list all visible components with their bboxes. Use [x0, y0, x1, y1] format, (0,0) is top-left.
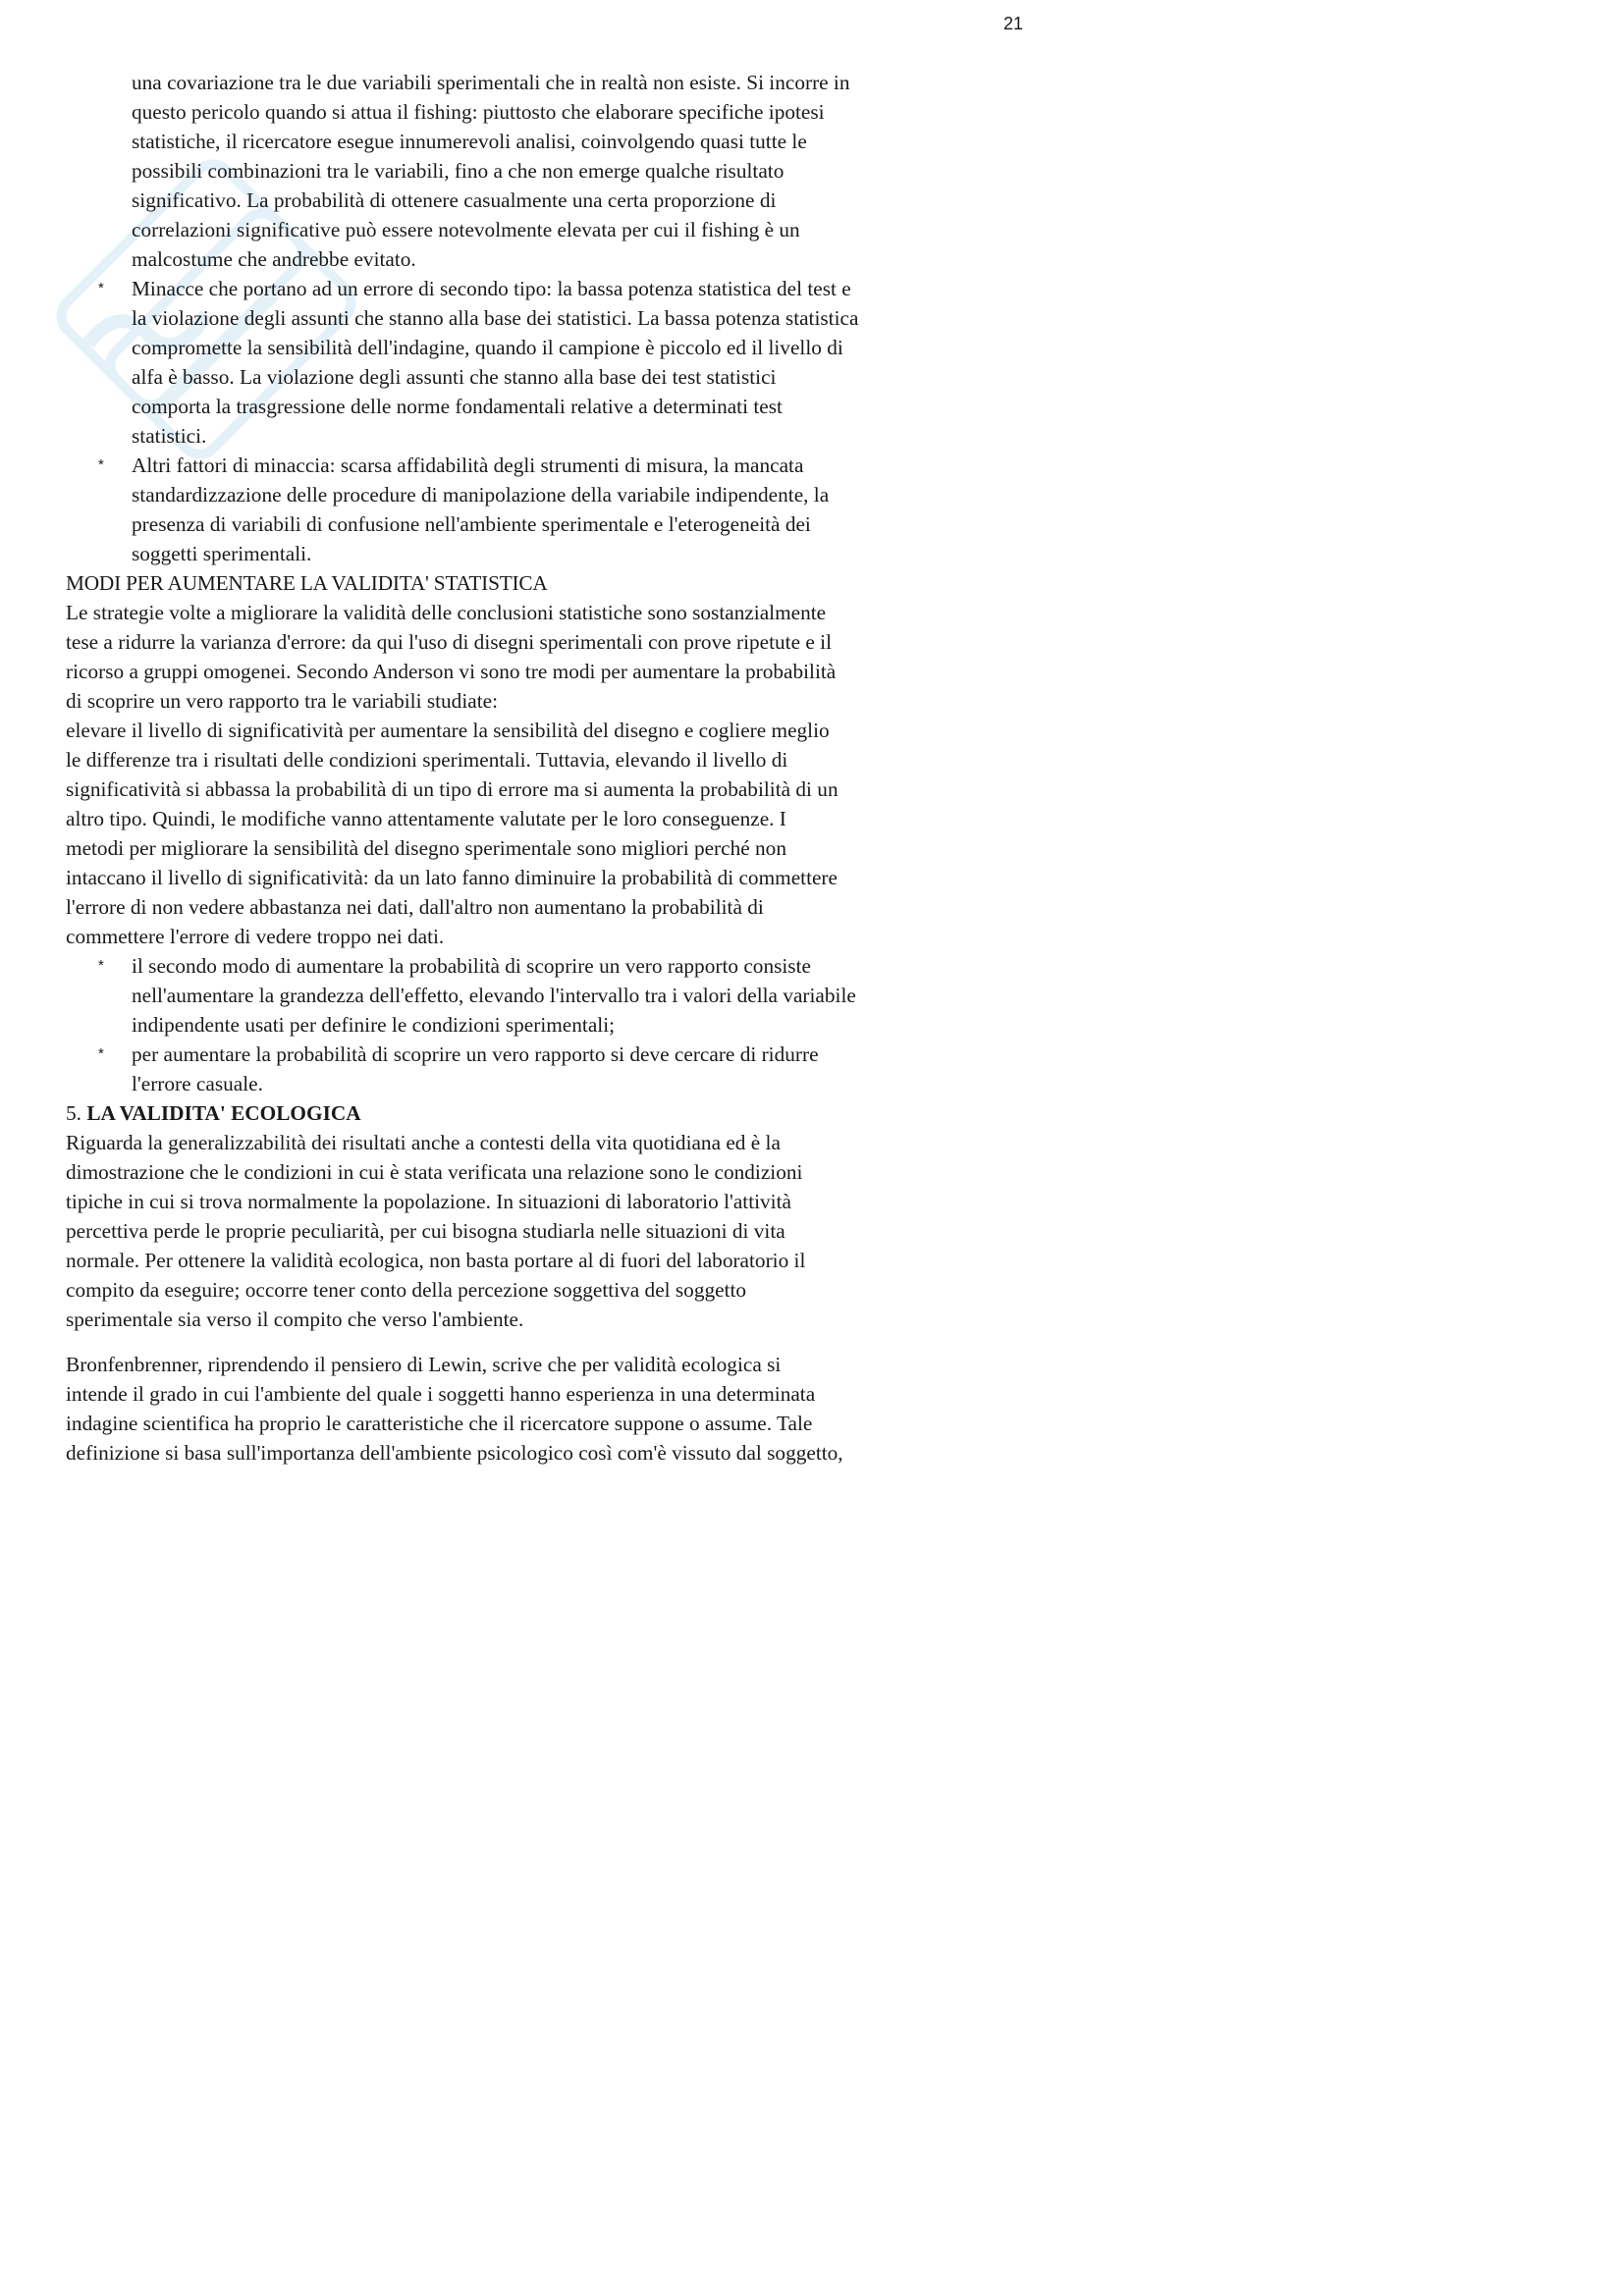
bullet-star-icon: * [98, 1045, 104, 1062]
text-line: l'errore casuale. [132, 1072, 263, 1095]
bullet-star-icon: * [98, 957, 104, 974]
text-line: commettere l'errore di vedere troppo nei dati. [66, 925, 445, 948]
text-line: definizione si basa sull'importanza dell'ambiente psicologico così com'è vissuto dal soggetto, [66, 1441, 843, 1465]
text-line: il secondo modo di aumentare la probabilità di scoprire un vero rapporto consiste [132, 954, 811, 978]
text-line: indipendente usati per definire le condizioni sperimentali; [132, 1013, 616, 1037]
bullet-star-icon: * [98, 456, 104, 473]
text-line: percettiva perde le proprie peculiarità, per cui bisogna studiarla nelle situazioni di vita [66, 1219, 785, 1243]
text-line: presenza di variabili di confusione nell'ambiente sperimentale e l'eterogeneità dei [132, 512, 811, 536]
numbered-heading [66, 1098, 1028, 1128]
page-number: 21 [1002, 14, 1023, 33]
paragraph-strategies [66, 598, 1028, 951]
text-line: correlazioni significative può essere notevolmente elevata per cui il fishing è un [132, 218, 800, 241]
paragraph-bronfenbrenner [66, 1350, 1028, 1468]
text-line: Riguarda la generalizzabilità dei risultati anche a contesti della vita quotidiana ed è la [66, 1131, 781, 1154]
list-item [66, 274, 1028, 451]
text-line: metodi per migliorare la sensibilità del disegno sperimentale sono migliori perché non [66, 836, 786, 860]
text-line: Altri fattori di minaccia: scarsa affidabilità degli strumenti di misura, la mancata [132, 454, 804, 477]
text-line: soggetti sperimentali. [132, 542, 312, 565]
text-line: comporta la trasgressione delle norme fondamentali relative a determinati test [132, 395, 783, 418]
text-line: compromette la sensibilità dell'indagine, quando il campione è piccolo ed il livello di [132, 336, 843, 359]
list-item [66, 451, 1028, 568]
intro-paragraph [66, 68, 1028, 274]
text-line: dimostrazione che le condizioni in cui è stata verificata una relazione sono le condizioni [66, 1160, 803, 1184]
text-line: standardizzazione delle procedure di manipolazione della variabile indipendente, la [132, 483, 830, 507]
text-line: elevare il livello di significatività per aumentare la sensibilità del disegno e cogliere meglio [66, 719, 830, 742]
text-line: sperimentale sia verso il compito che verso l'ambiente. [66, 1308, 524, 1331]
text-line: indagine scientifica ha proprio le caratteristiche che il ricercatore suppone o assume. Tale [66, 1412, 813, 1435]
text-line: nell'aumentare la grandezza dell'effetto, elevando l'intervallo tra i valori della variabile [132, 984, 856, 1007]
text-line: alfa è basso. La violazione degli assunti che stanno alla base dei test statistici [132, 365, 777, 389]
text-line: per aumentare la probabilità di scoprire un vero rapporto si deve cercare di ridurre [132, 1042, 819, 1066]
text-line: normale. Per ottenere la validità ecologica, non basta portare al di fuori del laboratorio il [66, 1249, 806, 1272]
text-line: tipiche in cui si trova normalmente la popolazione. In situazioni di laboratorio l'attività [66, 1190, 791, 1213]
heading-number: 5. [66, 1101, 81, 1125]
document-body [66, 68, 1028, 1468]
text-line: di scoprire un vero rapporto tra le variabili studiate: [66, 689, 498, 713]
text-line: statistici. [132, 424, 207, 448]
text-line: Bronfenbrenner, riprendendo il pensiero di Lewin, scrive che per validità ecologica si [66, 1353, 782, 1376]
text-line: malcostume che andrebbe evitato. [132, 247, 416, 271]
text-line: significativo. La probabilità di ottenere casualmente una certa proporzione di [132, 188, 777, 212]
paragraph-ecological-validity [66, 1128, 1028, 1334]
text-line: intende il grado in cui l'ambiente del quale i soggetti hanno esperienza in una determinata [66, 1382, 816, 1406]
text-line: compito da eseguire; occorre tener conto della percezione soggettiva del soggetto [66, 1278, 747, 1302]
list-item [66, 1040, 1028, 1098]
text-line: questo pericolo quando si attua il fishing: piuttosto che elaborare specifiche ipotesi [132, 100, 825, 124]
text-line: significatività si abbassa la probabilità di un tipo di errore ma si aumenta la probabilità di un [66, 777, 839, 801]
paragraph-spacer [66, 1334, 1028, 1350]
text-line: statistiche, il ricercatore esegue innumerevoli analisi, coinvolgendo quasi tutte le [132, 130, 807, 153]
section-heading: MODI PER AUMENTARE LA VALIDITA' STATISTICA [66, 571, 548, 595]
text-line: tese a ridurre la varianza d'errore: da qui l'uso di disegni sperimentali con prove ripetute e il [66, 630, 832, 654]
text-line: Le strategie volte a migliorare la validità delle conclusioni statistiche sono sostanzialmente [66, 601, 827, 624]
heading-title: LA VALIDITA' ECOLOGICA [86, 1101, 361, 1125]
text-line: la violazione degli assunti che stanno alla base dei statistici. La bassa potenza statistica [132, 306, 859, 330]
text-line: possibili combinazioni tra le variabili, fino a che non emerge qualche risultato [132, 159, 784, 183]
text-line: Minacce che portano ad un errore di secondo tipo: la bassa potenza statistica del test e [132, 277, 851, 300]
text-line: ricorso a gruppi omogenei. Secondo Anderson vi sono tre modi per aumentare la probabilità [66, 660, 837, 683]
text-line: altro tipo. Quindi, le modifiche vanno attentamente valutate per le loro conseguenze. I [66, 807, 786, 830]
list-item [66, 951, 1028, 1040]
text-line: l'errore di non vedere abbastanza nei dati, dall'altro non aumentano la probabilità di [66, 895, 764, 919]
text-line: intaccano il livello di significatività: da un lato fanno diminuire la probabilità di commettere [66, 866, 838, 889]
bullet-star-icon: * [98, 280, 104, 296]
text-line: le differenze tra i risultati delle condizioni sperimentali. Tuttavia, elevando il livello di [66, 748, 788, 772]
text-line: una covariazione tra le due variabili sperimentali che in realtà non esiste. Si incorre in [132, 71, 850, 94]
